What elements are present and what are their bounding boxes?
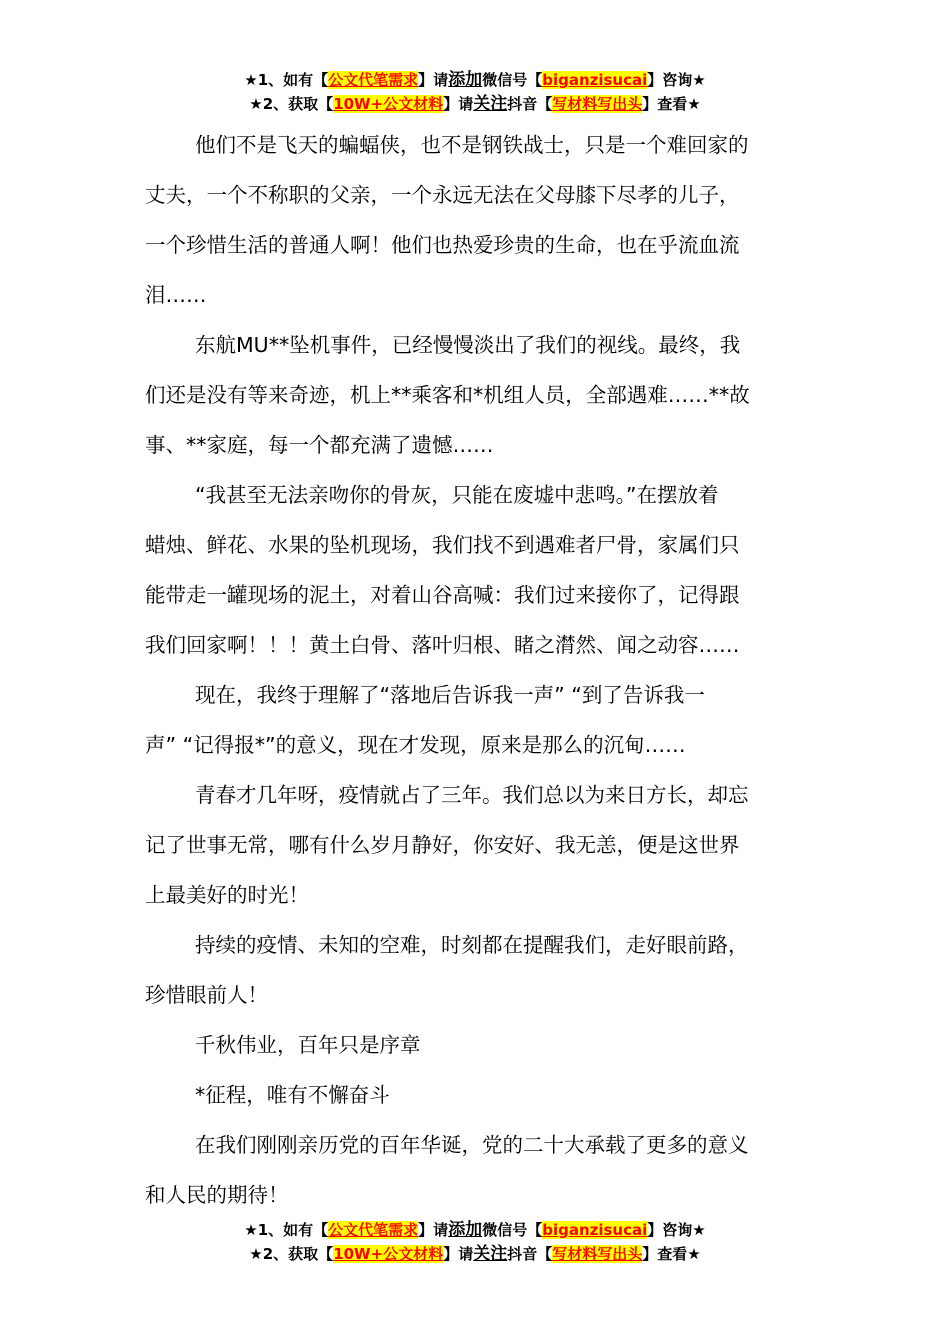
text-line: 千秋伟业，百年只是序章 [195, 1033, 421, 1057]
text-line: 丈夫，一个不称职的父亲，一个永远无法在父母膝下尽孝的儿子， [145, 183, 740, 207]
text-line: 们还是没有等来奇迹，机上**乘客和*机组人员，全部遇难……**故 [145, 383, 750, 407]
banner-highlight: 公文代笔需求 [328, 71, 419, 89]
text-line: 上最美好的时光！ [145, 883, 309, 907]
text-line: 持续的疫情、未知的空难，时刻都在提醒我们，走好眼前路， [195, 933, 749, 957]
text-line: 记了世事无常，哪有什么岁月静好，你安好、我无恙，便是这世界 [145, 833, 740, 857]
text-line: 能带走一罐现场的泥土，对着山谷高喊：我们过来接你了，记得跟 [145, 583, 740, 607]
banner-text: 抖音【 [507, 1245, 553, 1263]
banner-text: 】请 [443, 95, 474, 113]
text-line: 蜡烛、鲜花、水果的坠机现场，我们找不到遇难者尸骨，家属们只 [145, 533, 740, 557]
text-line: 和人民的期待！ [145, 1183, 289, 1207]
text-line: “我甚至无法亲吻你的骨灰，只能在废墟中悲鸣。”在摆放着 [195, 483, 719, 507]
text-line: 事、**家庭，每一个都充满了遗憾…… [145, 433, 494, 457]
banner-line-2 [0, 92, 950, 116]
banner-text: 】请 [418, 1221, 449, 1239]
banner-text: ★2、获取【 [249, 1245, 334, 1263]
body-text [145, 120, 805, 1220]
banner-highlight: 10W+公文材料 [333, 95, 444, 113]
text-line: 声” “记得报*”的意义，现在才发现，原来是那么的沉甸…… [145, 733, 686, 757]
banner-text: 】请 [418, 71, 449, 89]
banner-emphasis: 添加 [448, 1220, 483, 1240]
banner-highlight: 公文代笔需求 [328, 1221, 419, 1239]
text-line: 东航MU**坠机事件，已经慢慢淡出了我们的视线。最终，我 [195, 333, 741, 357]
banner-text: 微信号【 [482, 71, 543, 89]
banner-highlight: 写材料写出头 [552, 1245, 643, 1263]
banner-highlight: 10W+公文材料 [333, 1245, 444, 1263]
text-line: 珍惜眼前人！ [145, 983, 268, 1007]
header-banner [0, 68, 950, 116]
banner-highlight: biganzisucai [542, 71, 648, 89]
banner-emphasis: 关注 [473, 1244, 508, 1264]
footer-banner [0, 1218, 950, 1266]
text-line: 青春才几年呀，疫情就占了三年。我们总以为来日方长，却忘 [195, 783, 749, 807]
text-line: 一个珍惜生活的普通人啊！他们也热爱珍贵的生命，也在乎流血流 [145, 233, 740, 257]
text-line: 现在，我终于理解了“落地后告诉我一声” “到了告诉我一 [195, 683, 705, 707]
text-line: 他们不是飞天的蝙蝠侠，也不是钢铁战士，只是一个难回家的 [195, 133, 749, 157]
banner-text: 】咨询★ [647, 1221, 706, 1239]
banner-text: ★1、如有【 [244, 71, 329, 89]
text-line: *征程，唯有不懈奋斗 [195, 1083, 390, 1107]
banner-text: 】查看★ [642, 95, 701, 113]
banner-highlight: biganzisucai [542, 1221, 648, 1239]
banner-text: 】查看★ [642, 1245, 701, 1263]
banner-text: 】请 [443, 1245, 474, 1263]
banner-text: ★2、获取【 [249, 95, 334, 113]
banner-emphasis: 关注 [473, 94, 508, 114]
banner-text: 微信号【 [482, 1221, 543, 1239]
text-line: 我们回家啊！！！黄土白骨、落叶归根、睹之潸然、闻之动容…… [145, 633, 740, 657]
banner-text: 抖音【 [507, 95, 553, 113]
banner-line-1 [0, 1218, 950, 1242]
banner-line-1 [0, 68, 950, 92]
text-line: 泪…… [145, 283, 207, 307]
banner-line-2 [0, 1242, 950, 1266]
text-line: 在我们刚刚亲历党的百年华诞，党的二十大承载了更多的意义 [195, 1133, 749, 1157]
banner-emphasis: 添加 [448, 70, 483, 90]
banner-highlight: 写材料写出头 [552, 95, 643, 113]
banner-text: ★1、如有【 [244, 1221, 329, 1239]
banner-text: 】咨询★ [647, 71, 706, 89]
